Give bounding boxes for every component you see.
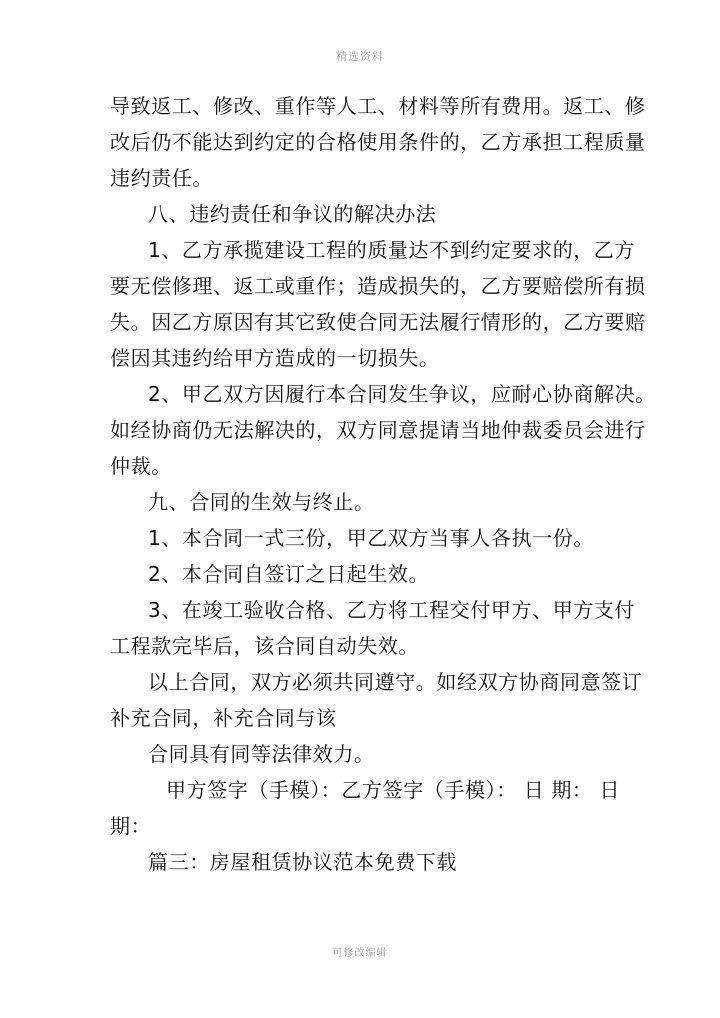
text-line: 1、乙方承揽建设工程的质量达不到约定要求的，乙方 [148,238,636,262]
section-heading-8: 八、违约责任和争议的解决办法 [148,202,437,226]
text-line: 改后仍不能达到约定的合格使用条件的，乙方承担工程质量 [110,130,646,154]
text-line: 3、在竣工验收合格、乙方将工程交付甲方、甲方支付 [148,598,636,622]
text-line: 仲裁。 [110,454,172,478]
signature-line: 甲方签字（手模）：乙方签字（手模）： 日 期： 日 [166,778,621,802]
text-line: 期： [110,814,152,838]
text-line: 导致返工、修改、重作等人工、材料等所有费用。返工、修 [110,94,646,118]
text-line: 工程款完毕后，该合同自动失效。 [110,634,419,658]
text-line: 违约责任。 [110,166,213,190]
text-line: 合同具有同等法律效力。 [148,742,375,766]
section-heading-9: 九、合同的生效与终止。 [148,490,375,514]
section-heading-part3: 篇三：房屋租赁协议范本免费下载 [148,850,457,874]
text-line: 偿因其违约给甲方造成的一切损失。 [110,346,440,370]
page-footer-note: 可修改编辑 [332,948,388,959]
page-header-note: 精选资料 [336,50,384,63]
text-line: 2、甲乙双方因履行本合同发生争议，应耐心协商解决。 [148,382,656,406]
text-line: 如经协商仍无法解决的，双方同意提请当地仲裁委员会进行 [110,418,646,442]
text-line: 要无偿修理、返工或重作；造成损失的，乙方要赔偿所有损 [110,274,646,298]
text-line: 失。因乙方原因有其它致使合同无法履行情形的，乙方要赔 [110,310,646,334]
text-line: 补充合同，补充合同与该 [110,706,337,730]
text-line: 1、本合同一式三份，甲乙双方当事人各执一份。 [148,526,594,550]
text-line: 2、本合同自签订之日起生效。 [148,562,430,586]
text-line: 以上合同，双方必须共同遵守。如经双方协商同意签订 [148,670,643,694]
document-body [110,88,656,880]
